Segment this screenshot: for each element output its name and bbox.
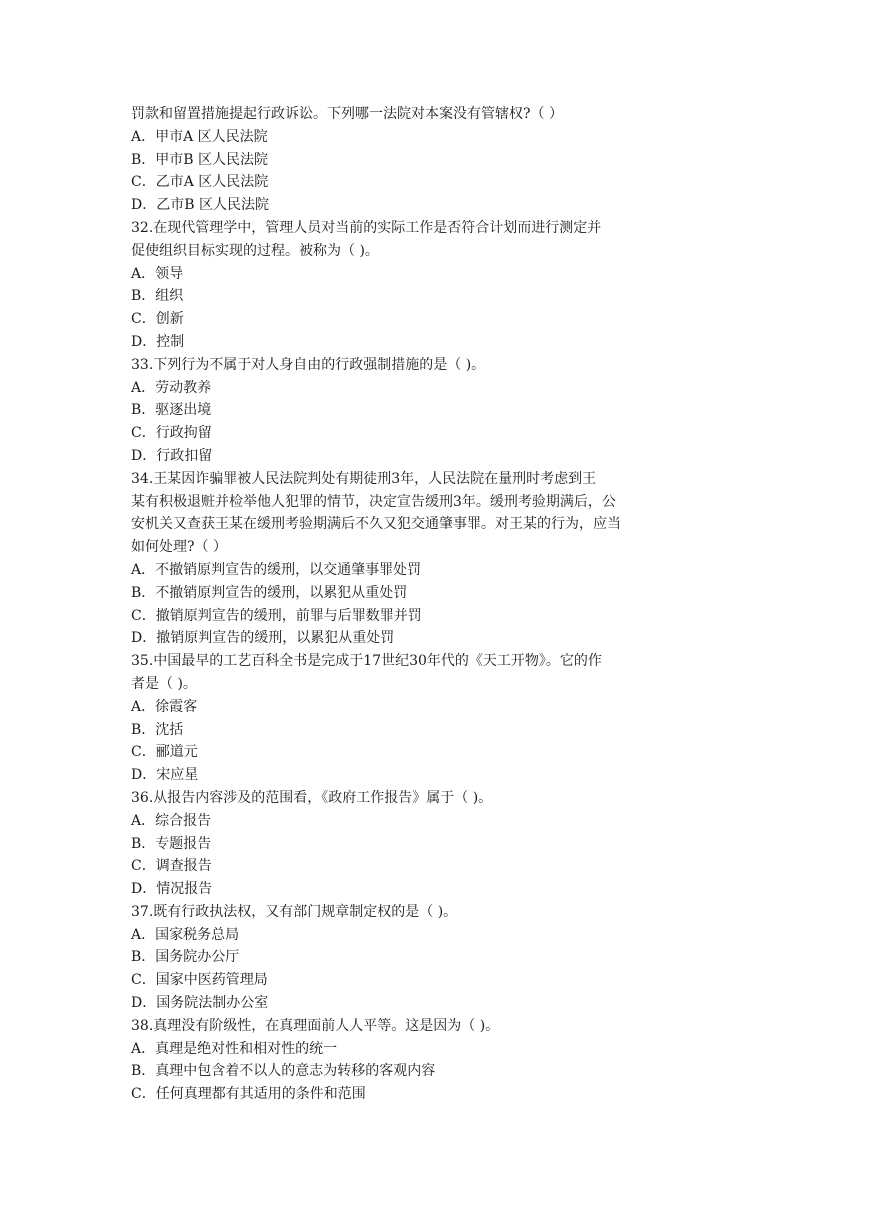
text-line: B．国务院办公厅: [131, 949, 240, 966]
text-line: A．国家税务总局: [131, 926, 240, 943]
text-line: 某有积极退赃并检举他人犯罪的情节，决定宣告缓刑3年。缓刑考验期满后，公: [131, 493, 616, 510]
text-line: B．真理中包含着不以人的意志为转移的客观内容: [131, 1063, 436, 1080]
text-line: A．领导: [131, 265, 184, 282]
text-line: 38.真理没有阶级性，在真理面前人人平等。这是因为（ )。: [131, 1017, 500, 1034]
text-line: D．控制: [131, 333, 185, 350]
text-line: D．行政扣留: [131, 447, 213, 464]
text-line: B．组织: [131, 288, 184, 305]
text-line: C．郦道元: [131, 744, 198, 761]
text-line: B．不撤销原判宣告的缓刑，以累犯从重处罚: [131, 584, 408, 601]
text-line: B．沈括: [131, 721, 184, 738]
text-line: A．不撤销原判宣告的缓刑，以交通肇事罪处罚: [131, 561, 422, 578]
text-line: A．徐霞客: [131, 698, 198, 715]
text-line: B．专题报告: [131, 835, 212, 852]
text-line: C．乙市A 区人民法院: [131, 174, 269, 191]
text-line: 32.在现代管理学中，管理人员对当前的实际工作是否符合计划而进行测定并: [131, 219, 602, 236]
text-line: 33.下列行为不属于对人身自由的行政强制措施的是（ )。: [131, 356, 486, 373]
text-line: A．劳动教养: [131, 379, 212, 396]
text-line: 促使组织目标实现的过程。被称为（ )。: [131, 242, 379, 259]
text-line: 安机关又查获王某在缓刑考验期满后不久又犯交通肇事罪。对王某的行为，应当: [131, 516, 621, 533]
text-line: C．行政拘留: [131, 425, 212, 442]
text-line: D．宋应星: [131, 767, 199, 784]
text-line: 35.中国最早的工艺百科全书是完成于17世纪30年代的《天工开物》。它的作: [131, 653, 602, 670]
text-line: D．撤销原判宣告的缓刑，以累犯从重处罚: [131, 630, 395, 647]
text-line: D．情况报告: [131, 881, 213, 898]
text-line: 者是（ )。: [131, 675, 197, 692]
text-line: B．驱逐出境: [131, 402, 212, 419]
text-line: B．甲市B 区人民法院: [131, 151, 269, 168]
text-line: C．调查报告: [131, 858, 212, 875]
text-line: C．国家中医药管理局: [131, 972, 268, 989]
text-line: 36.从报告内容涉及的范围看，《政府工作报告》属于（ )。: [131, 789, 493, 806]
text-line: A．综合报告: [131, 812, 212, 829]
text-line: C．创新: [131, 311, 184, 328]
text-line: 34.王某因诈骗罪被人民法院判处有期徒刑3年，人民法院在量刑时考虑到王: [131, 470, 597, 487]
text-line: D．乙市B 区人民法院: [131, 197, 269, 214]
text-line: 如何处理?（ ）: [131, 539, 227, 556]
text-line: 罚款和留置措施提起行政诉讼。下列哪一法院对本案没有管辖权?（ ）: [131, 106, 563, 122]
text-line: 37.既有行政执法权，又有部门规章制定权的是（ )。: [131, 903, 458, 920]
text-line: D．国务院法制办公室: [131, 995, 269, 1012]
text-line: C．任何真理都有其适用的条件和范围: [131, 1086, 366, 1103]
document-page: [131, 103, 831, 1106]
text-line: C．撤销原判宣告的缓刑，前罪与后罪数罪并罚: [131, 607, 422, 624]
text-line: A．甲市A 区人民法院: [131, 128, 268, 145]
text-line: A．真理是绝对性和相对性的统一: [131, 1040, 338, 1057]
